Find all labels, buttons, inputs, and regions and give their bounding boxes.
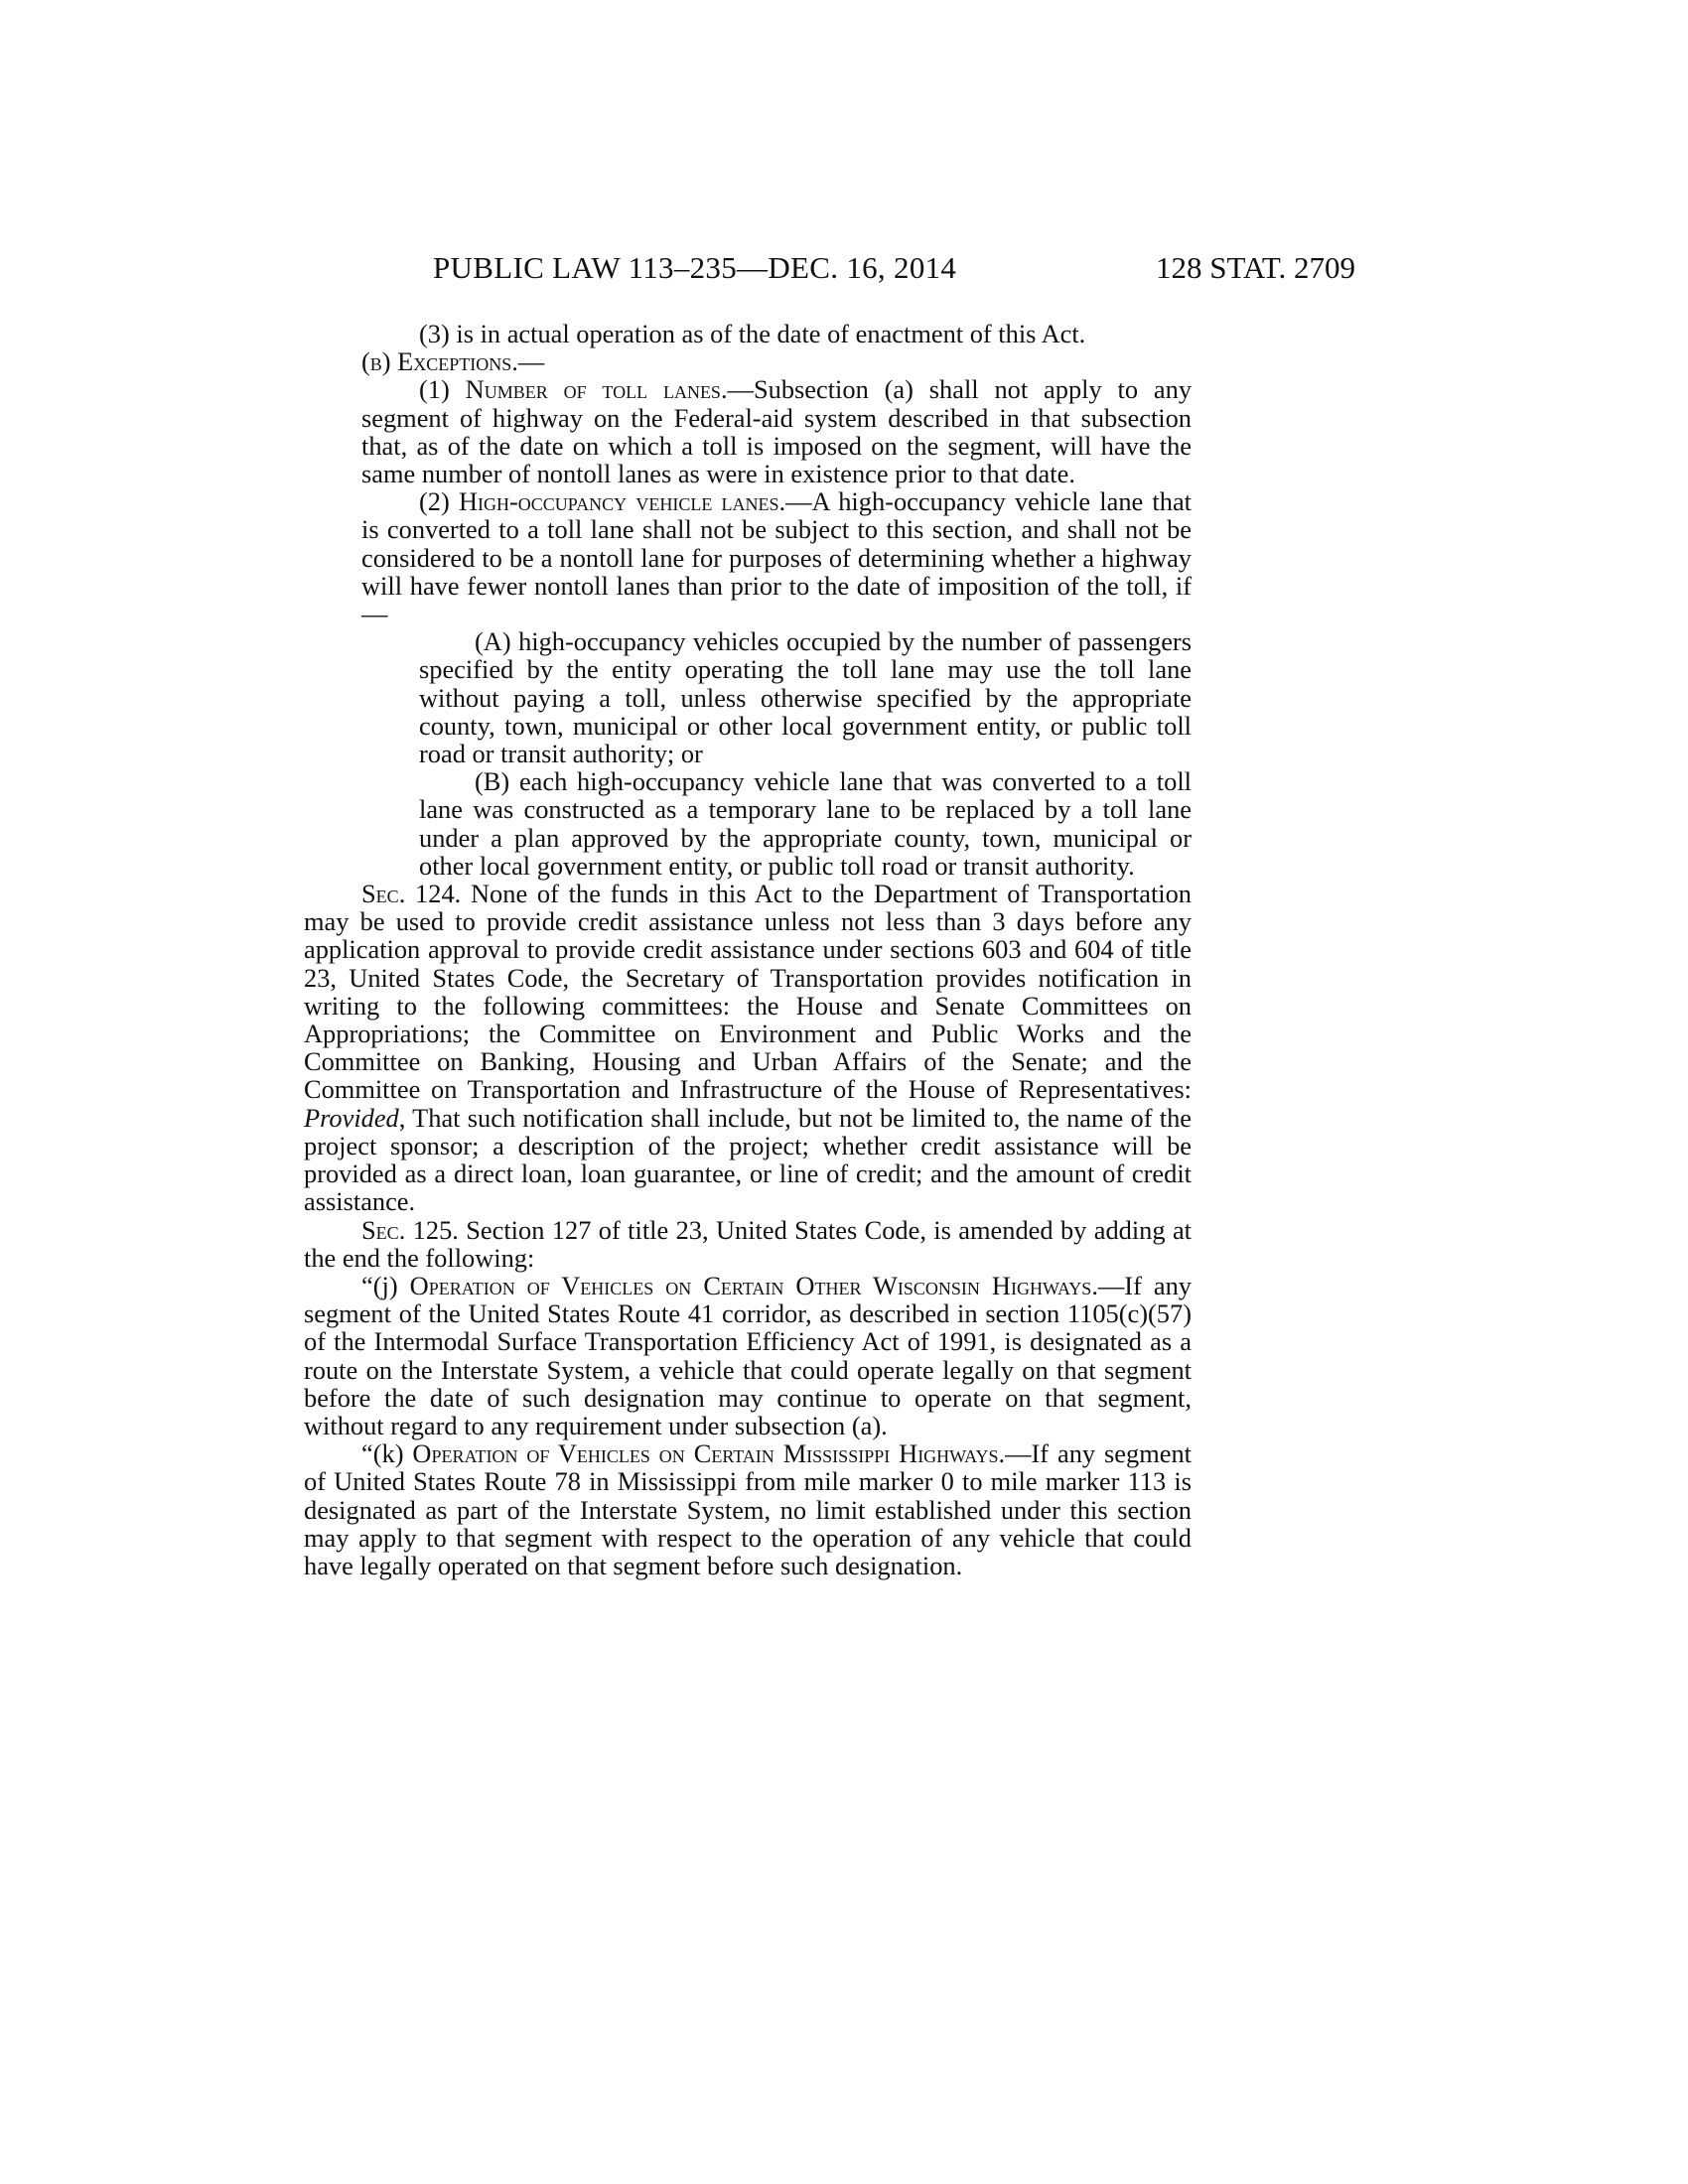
subsection-j-number: “(j)	[361, 1270, 410, 1300]
statute-text-body	[304, 320, 1192, 1579]
section-125-text: . 125. Section 127 of title 23, United States Code, is amended by adding at the end the following:	[304, 1214, 1192, 1273]
subparagraph-b2b: (B) each high-occupancy vehicle lane that was converted to a toll lane was constructed as a temporary lane to be replaced by a toll lane under a plan approved by the appropriate county, town, municipal or other local government entity, or public toll road or transit authority.	[419, 766, 1192, 881]
paragraph-b2-heading: High-occupancy vehicle lanes	[458, 486, 779, 517]
subsection-k-text: .—If any segment of United States Route 78 in Mississippi from mile marker 0 to mile marker 113 is designated as part of the Interstate System, no limit established under this section may apply to that segment with respect to the operation of any vehicle that could have legally operated on that segment before such designation.	[304, 1438, 1192, 1580]
subsection-b-label: (b) Exceptions.—	[361, 346, 545, 377]
section-124-label: Sec	[361, 879, 399, 909]
statute-page-number: 128 STAT. 2709	[1156, 250, 1356, 285]
subsection-k-number: “(k)	[361, 1438, 413, 1469]
paragraph-b2-number: (2)	[419, 486, 459, 517]
section-125	[304, 1216, 1192, 1272]
section-125-label: Sec	[361, 1214, 399, 1245]
subsection-k-heading: Operation of Vehicles on Certain Mississippi Highways	[412, 1438, 999, 1469]
running-header-title: PUBLIC LAW 113–235—DEC. 16, 2014	[433, 250, 957, 285]
paragraph-b1-heading: Number of toll lanes	[465, 374, 721, 405]
section-124-text-end: , That such notification shall include, but not be limited to, the name of the project sponsor; a description of the project; whether credit assistance will be provided as a direct loan, loan guarantee, or line of credit; and the amount of credit assistance.	[304, 1102, 1192, 1217]
subparagraph-b2a: (A) high-occupancy vehicles occupied by the number of passengers specified by the entity operating the toll lane may use the toll lane without paying a toll, unless otherwise specified by the appropriate county, town, municipal or other local government entity, or public toll road or transit authority; or	[419, 626, 1192, 769]
section-124	[304, 880, 1192, 1215]
subsection-j	[304, 1272, 1192, 1439]
subsection-j-text: .—If any segment of the United States Route 41 corridor, as described in section 1105(c)(57) of the Intermodal Surface Transportation Efficiency Act of 1991, is designated as a route on the Interstate System, a vehicle that could operate legally on that segment before the date of such designation may continue to operate on that segment, without regard to any requirement under subsection (a).	[304, 1270, 1192, 1440]
paragraph-a3: (3) is in actual operation as of the date of enactment of this Act.	[419, 319, 1086, 348]
subsection-b-heading	[304, 347, 1192, 375]
section-124-proviso: Provided	[304, 1102, 399, 1133]
paragraph-b1-number: (1)	[419, 374, 466, 405]
paragraph-b1	[304, 375, 1192, 487]
paragraph-b2-text: .—A high-occupancy vehicle lane that is converted to a toll lane shall not be subject to this section, and shall not be considered to be a nontoll lane for purposes of determining whether a highway will have fewer nontoll lanes than prior to the date of imposition of the toll, if—	[361, 486, 1193, 629]
paragraph-b2	[304, 487, 1192, 627]
subsection-j-heading: Operation of Vehicles on Certain Other Wisconsin Highways	[409, 1270, 1092, 1300]
section-124-text: . 124. None of the funds in this Act to the Department of Transportation may be used to provide credit assistance unless not less than 3 days before any application approval to provide credit assistance under sections 603 and 604 of title 23, United States Code, the Secretary of Transportation provides notification in writing to the following committees: the House and Senate Committees on Appropriations; the Committee on Environment and Public Works and the Committee on Banking, Housing and Urban Affairs of the Senate; and the Committee on Transportation and Infrastructure of the House of Representatives:	[304, 879, 1192, 1105]
paragraph-b1-text: .—Subsection (a) shall not apply to any segment of highway on the Federal-aid system described in that subsection that, as of the date on which a toll is imposed on the segment, will have the same number of nontoll lanes as were in existence prior to that date.	[361, 374, 1193, 489]
subsection-k	[304, 1439, 1192, 1579]
